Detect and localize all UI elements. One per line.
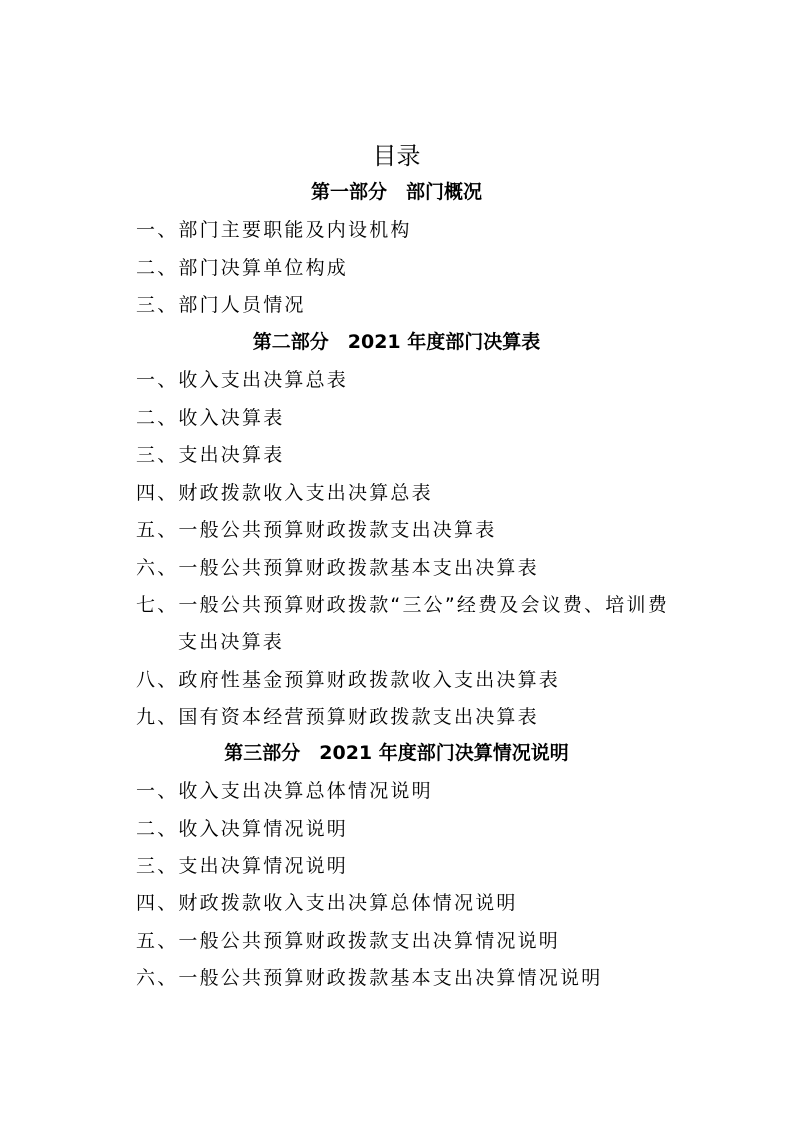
toc-item: 四、财政拨款收入支出决算总表 — [136, 482, 433, 504]
toc-item: 三、支出决算情况说明 — [136, 855, 349, 877]
toc-item: 六、一般公共预算财政拨款基本支出决算情况说明 — [136, 967, 603, 989]
toc-item: 四、财政拨款收入支出决算总体情况说明 — [136, 892, 518, 914]
toc-item: 二、收入决算情况说明 — [136, 818, 349, 840]
toc-item: 一、部门主要职能及内设机构 — [136, 219, 412, 241]
part3-heading: 第三部分 2021 年度部门决算情况说明 — [224, 742, 569, 764]
toc-item: 九、国有资本经营预算财政拨款支出决算表 — [136, 706, 539, 728]
toc-item: 五、一般公共预算财政拨款支出决算表 — [136, 519, 497, 541]
toc-item: 一、收入支出决算总体情况说明 — [136, 780, 433, 802]
toc-item-continuation: 支出决算表 — [178, 631, 285, 653]
toc-item: 二、收入决算表 — [136, 407, 285, 429]
toc-item: 二、部门决算单位构成 — [136, 257, 349, 279]
toc-item: 五、一般公共预算财政拨款支出决算情况说明 — [136, 930, 561, 952]
part2-heading: 第二部分 2021 年度部门决算表 — [252, 331, 541, 353]
toc-item: 三、部门人员情况 — [136, 294, 306, 316]
toc-item: 六、一般公共预算财政拨款基本支出决算表 — [136, 557, 539, 579]
toc-title: 目录 — [372, 142, 421, 170]
toc-item: 三、支出决算表 — [136, 444, 285, 466]
toc-item: 八、政府性基金预算财政拨款收入支出决算表 — [136, 669, 561, 691]
toc-item: 一、收入支出决算总表 — [136, 369, 349, 391]
toc-item: 七、一般公共预算财政拨款“三公”经费及会议费、培训费 — [136, 594, 669, 616]
part1-heading: 第一部分 部门概况 — [310, 181, 482, 203]
